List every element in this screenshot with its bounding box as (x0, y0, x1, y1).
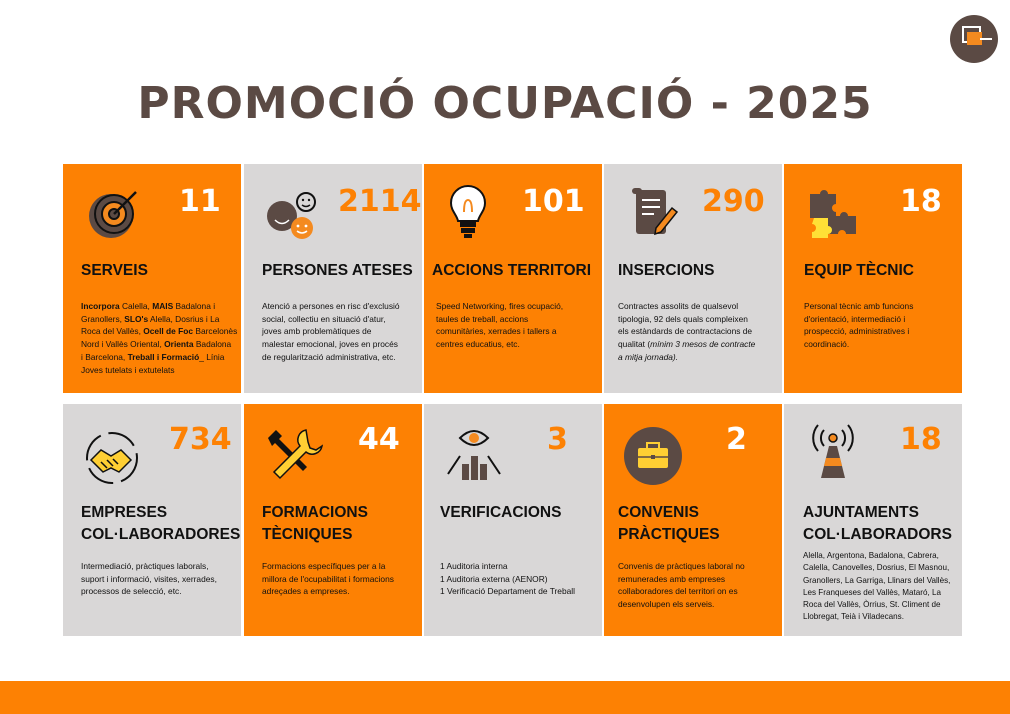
card-number: 11 (179, 184, 221, 219)
card-number: 2 (726, 422, 747, 457)
card-number: 101 (522, 184, 585, 219)
faces-icon (262, 182, 324, 242)
footer-bar (0, 681, 1010, 714)
briefcase-icon (622, 426, 684, 486)
card-ajuntaments-collaboradors (784, 404, 962, 636)
card-heading: EQUIP TÈCNIC (804, 262, 914, 279)
verification-icon (442, 424, 504, 484)
card-description: Alella, Argentona, Badalona, Cabrera, Calella, Canovelles, Dosrius, El Masnou, Granollers, La Garriga, Llinars del Vallès, Les Franqueses del Vallès, Mataró, La Roca del Vallès, Òrrius, St. Climent de Llobregat, Teià i Viladecans. (803, 551, 951, 622)
card-description: Atenció a persones en risc d'exclusió social, collectiu en situació d'atur, joves amb problemàtiques de malestar emocional, joves en procés de regularització administrativa, etc. (262, 301, 400, 362)
card-verificacions (424, 404, 602, 636)
card-heading: EMPRESES COL·LABORADORES (81, 504, 241, 543)
card-formacions-tecniques (244, 404, 422, 636)
card-number: 18 (900, 422, 942, 457)
card-heading: SERVEIS (81, 262, 148, 279)
target-icon (81, 182, 143, 242)
card-accions-territori (424, 164, 602, 393)
contract-icon (622, 182, 684, 242)
page-title: PROMOCIÓ OCUPACIÓ - 2025 (137, 78, 873, 129)
card-heading: PERSONES ATESES (262, 262, 413, 279)
tools-icon (262, 426, 324, 486)
card-number: 44 (358, 422, 400, 457)
card-description: Incorpora Calella, MAIS Badalona i Granollers, SLO's Alella, Dosrius i La Roca del Vallès, Ocell de Foc Barcelonès Nord i Vallès Oriental, Orienta Badalona i Barcelona, Treball i Formació_ Línia Joves tutelats i extutelats (81, 301, 238, 375)
handshake-icon (81, 426, 143, 486)
card-heading: INSERCIONS (618, 262, 715, 279)
card-description: Speed Networking, fires ocupació, taules de treball, accions comunitàries, xerrades i tallers a centres educatius, etc. (436, 301, 564, 350)
card-heading: ACCIONS TERRITORI (432, 262, 592, 279)
card-description: Convenis de pràctiques laboral no remunerades amb empreses collaboradores del territori on es desenvolupen els serveis. (618, 561, 745, 610)
lightbulb-icon (442, 182, 504, 242)
card-description: 1 Auditoria interna 1 Auditoria externa (AENOR) 1 Verificació Departament de Treball (440, 561, 576, 597)
card-description: Personal tècnic amb funcions d'orientació, intermediació i prospecció, administratives i coordinació. (804, 301, 914, 350)
card-empreses-collaboradores (63, 404, 241, 636)
puzzle-icon (802, 182, 864, 242)
antenna-icon (802, 422, 864, 482)
card-number: 2114 (338, 184, 422, 219)
card-heading: AJUNTAMENTS COL·LABORADORS (803, 504, 952, 543)
card-number: 3 (547, 422, 568, 457)
card-description: Intermediació, pràctiques laborals, suport i informació, visites, xerrades, processos de selecció, etc. (81, 561, 217, 597)
card-number: 18 (900, 184, 942, 219)
card-heading: FORMACIONS TÈCNIQUES (262, 504, 368, 543)
card-equip-tecnic (784, 164, 962, 393)
card-description: Formacions específiques per a la millora de l'ocupabilitat i formacions adreçades a empreses. (262, 561, 394, 597)
card-insercions (604, 164, 782, 393)
card-heading: CONVENIS PRÀCTIQUES (618, 504, 720, 543)
card-description: Contractes assolits de qualsevol tipologia, 92 dels quals compleixen els estàndards de contractacions de qualitat (mínim 3 mesos de contracte a mitja jornada). (618, 301, 756, 362)
card-convenis-practiques (604, 404, 782, 636)
card-number: 290 (702, 184, 765, 219)
logo (950, 15, 998, 63)
card-serveis (63, 164, 241, 393)
card-heading: VERIFICACIONS (440, 504, 562, 521)
card-persones-ateses (244, 164, 422, 393)
card-number: 734 (169, 422, 232, 457)
